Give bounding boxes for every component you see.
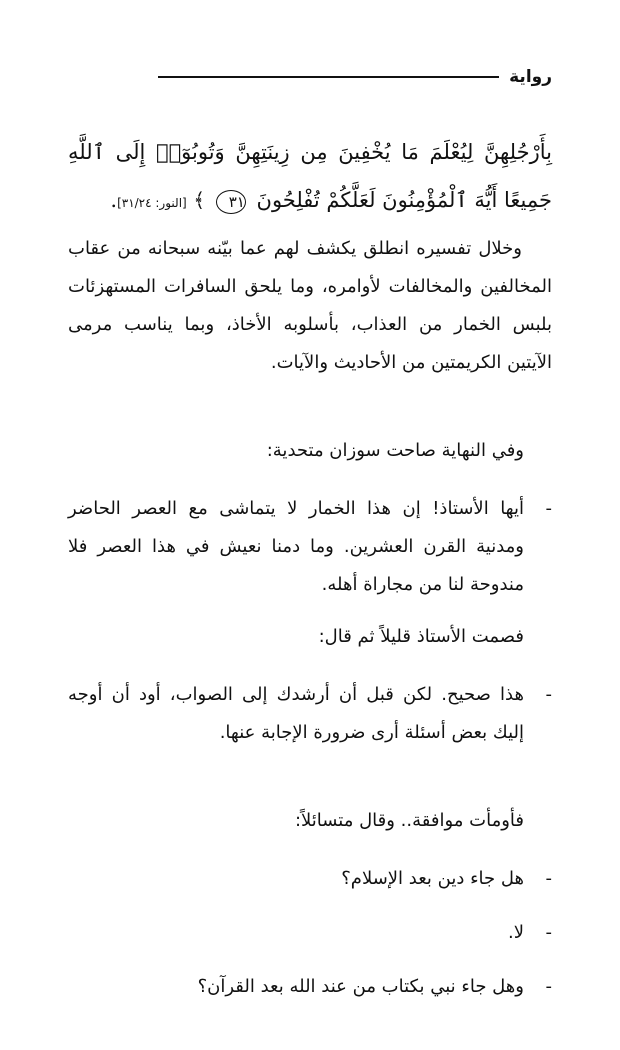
- ayah-number-marker: ٣١: [216, 190, 246, 214]
- dialogue-text: هل جاء دين بعد الإسلام؟: [341, 868, 524, 889]
- dialogue-text: لا.: [508, 922, 524, 943]
- narration-intro-3: فأومأت موافقة.. وقال متسائلاً:: [294, 810, 524, 831]
- dash-marker: -: [545, 976, 552, 997]
- period: .: [110, 188, 118, 212]
- dash-marker: -: [545, 498, 552, 519]
- narration-intro-1: وفي النهاية صاحت سوزان متحدية:: [266, 440, 524, 461]
- running-header: [158, 62, 552, 92]
- closing-bracket-icon: ﴾: [193, 188, 206, 212]
- quran-verse-block: [68, 128, 552, 227]
- dash-marker: -: [545, 684, 552, 705]
- dialogue-line-2: [68, 676, 552, 752]
- dialogue-text: هذا صحيح. لكن قبل أن أرشدك إلى الصواب، أود أن أوجه إليك بعض أسئلة أرى ضرورة الإجابة عنها.: [68, 684, 524, 743]
- narration-intro-2: فصمت الأستاذ قليلاً ثم قال:: [318, 626, 524, 647]
- dialogue-line-1: [68, 490, 552, 604]
- verse-reference: [النور: ٣١/٢٤]: [117, 196, 187, 210]
- header-title: رواية: [509, 67, 552, 87]
- header-rule: [158, 76, 499, 78]
- dialogue-text: أيها الأستاذ! إن هذا الخمار لا يتماشى مع العصر الحاضر ومدنية القرن العشرين. وما دمنا نعيش في هذا العصر فلا مندوحة لنا من مجاراة أهله.: [68, 498, 524, 595]
- dialogue-line-5: [68, 968, 552, 1006]
- quran-verse-text: بِأَرْجُلِهِنَّ لِيُعْلَمَ مَا يُخْفِينَ مِن زِينَتِهِنَّ وَتُوبُوٓا۟ إِلَى ٱللَّهِ جَمِيعًا أَيُّهَ ٱلْمُؤْمِنُونَ لَعَلَّكُمْ تُفْلِحُونَ: [68, 140, 552, 212]
- dialogue-text: وهل جاء نبي بكتاب من عند الله بعد القرآن؟: [197, 976, 524, 997]
- dash-marker: -: [545, 868, 552, 889]
- dialogue-line-3: [68, 860, 552, 898]
- paragraph-commentary: وخلال تفسيره انطلق يكشف لهم عما بيّنه سبحانه من عقاب المخالفين والمخالفات لأوامره، وما يلحق السافرات المستهزئات بلبس الخمار من العذاب، بأسلوبه الأخاذ، وبما يناسب مرمى الآيتين الكريمتين من الأحاديث والآيات.: [68, 238, 552, 373]
- dash-marker: -: [545, 922, 552, 943]
- dialogue-line-4: [68, 914, 552, 952]
